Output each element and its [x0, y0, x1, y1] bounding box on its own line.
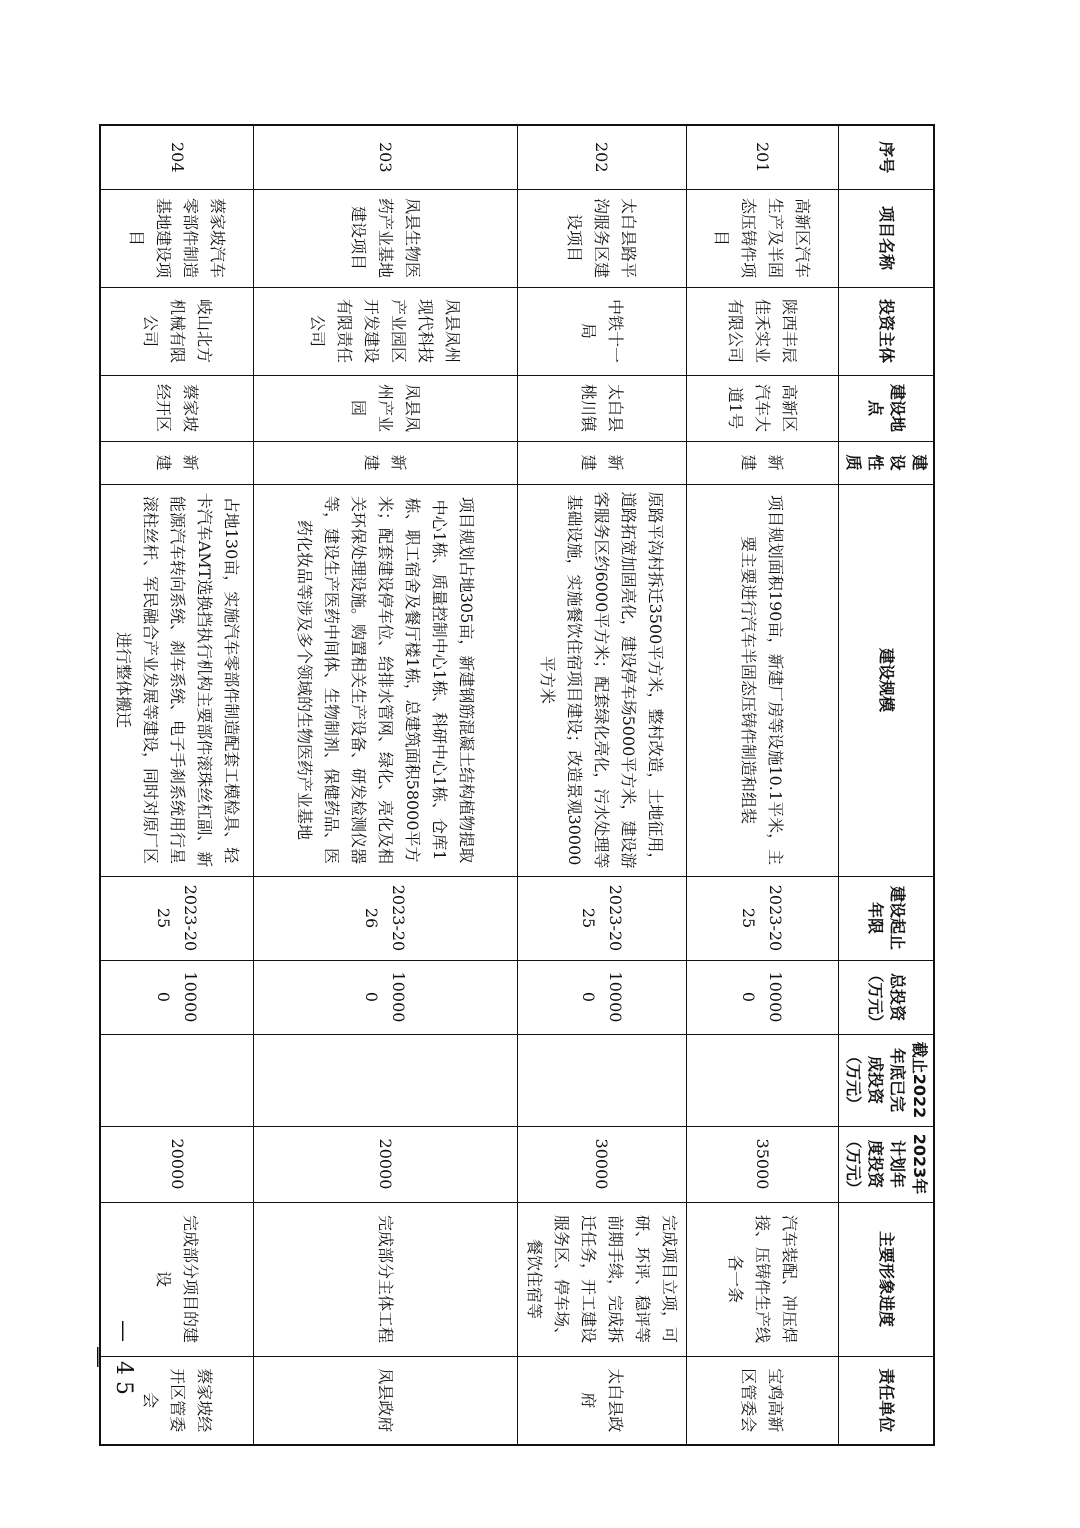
project-table [100, 124, 936, 1446]
header-nature: 建设性质 [839, 441, 935, 484]
header-name: 项目名称 [839, 189, 935, 287]
cell-scale: 占地130亩，实施汽车零部件制造配套工模检具、轻卡汽车AMT选换挡执行机构主要部件滚珠丝杠副、新能源汽车转向系统、刹车系统、电子手刹系统用行星滚柱丝杆、军民融合产业发展等建设，同时对原厂区进行整体搬迁 [101, 484, 254, 876]
header-total: 总投资（万元） [839, 960, 935, 1034]
cell-nature: 新建 [101, 441, 254, 484]
cell-scale: 项目规划占地305亩，新建钢筋混凝土结构植物提取中心1栋、质量控制中心1栋、科研中心1栋、仓库1栋、职工宿舍及餐厅楼1栋，总建筑面积58000平方米；配套建设停车位、给排水管网、绿化、亮化及相关环保处理设施。购置相关生产设备、研发检测仪器等，建设生产医药中间体、生物制剂、保健药品、医药化妆品等涉及多个领域的生物医药产业基地 [254, 484, 518, 876]
header-no: 序号 [839, 125, 935, 189]
cell-investor: 中铁十一局 [518, 287, 687, 375]
table-header-row [839, 125, 935, 1445]
header-location: 建设地点 [839, 375, 935, 441]
cell-no: 203 [254, 125, 518, 189]
cell-location: 凤县凤州产业园 [254, 375, 518, 441]
cell-investor: 岐山北方机械有限公司 [101, 287, 254, 375]
cell-nature: 新建 [254, 441, 518, 484]
cell-progress: 完成部分项目的建设 [101, 1202, 254, 1356]
cell-completed [101, 1034, 254, 1126]
header-period: 建设起止年限 [839, 876, 935, 960]
cell-total: 100000 [518, 960, 687, 1034]
cell-period: 2023-2025 [687, 876, 839, 960]
cell-nature: 新建 [518, 441, 687, 484]
cell-location: 蔡家坡经开区 [101, 375, 254, 441]
cell-total: 100000 [101, 960, 254, 1034]
cell-name: 蔡家坡汽车零部件制造基地建设项目 [101, 189, 254, 287]
cell-scale: 原路平沟村拆迁3500平方米，整村改造，土地征用，道路拓宽加固亮化，建设停车场5000平方米，建设游客服务区约6000平方米；配套绿化亮化，污水处理等基础设施，实施餐饮住宿项目建设；改造景观30000平方米 [518, 484, 687, 876]
cell-unit: 凤县政府 [254, 1356, 518, 1445]
cell-completed [254, 1034, 518, 1126]
cell-completed [518, 1034, 687, 1126]
table-row [254, 125, 518, 1445]
cell-unit: 太白县政府 [518, 1356, 687, 1445]
cell-scale: 项目规划面积190亩，新建厂房等设施10.1平米，主要主要进行汽车半固态压铸件制造和组装 [687, 484, 839, 876]
cell-period: 2023-2026 [254, 876, 518, 960]
cell-plan2023: 35000 [687, 1126, 839, 1202]
cell-nature: 新建 [687, 441, 839, 484]
cell-period: 2023-2025 [101, 876, 254, 960]
page-number: — 45 — [86, 1319, 136, 1401]
cell-name: 太白县路平沟服务区建设项目 [518, 189, 687, 287]
cell-name: 高新区汽车生产及半固态压铸件项目 [687, 189, 839, 287]
cell-no: 201 [687, 125, 839, 189]
cell-total: 100000 [687, 960, 839, 1034]
header-completed: 截止2022年底已完成投资（万元） [839, 1034, 935, 1126]
header-unit: 责任单位 [839, 1356, 935, 1445]
cell-progress: 完成部分主体工程 [254, 1202, 518, 1356]
header-scale: 建设规模 [839, 484, 935, 876]
cell-no: 204 [101, 125, 254, 189]
cell-name: 凤县生物医药产业基地建设项目 [254, 189, 518, 287]
header-progress: 主要形象进度 [839, 1202, 935, 1356]
cell-location: 太白县桃川镇 [518, 375, 687, 441]
cell-progress: 汽车装配、冲压焊接、压铸件生产线各一条 [687, 1202, 839, 1356]
cell-progress: 完成项目立项，可研、环评、稳评等前期手续，完成拆迁任务，开工建设服务区、停车场、餐饮住宿等 [518, 1202, 687, 1356]
cell-unit: 宝鸡高新区管委会 [687, 1356, 839, 1445]
table-row [101, 125, 254, 1445]
cell-plan2023: 30000 [518, 1126, 687, 1202]
cell-unit: 蔡家坡经开区管委会 [101, 1356, 254, 1445]
rotated-table-container [113, 124, 935, 1433]
cell-plan2023: 20000 [101, 1126, 254, 1202]
table-row [687, 125, 839, 1445]
cell-no: 202 [518, 125, 687, 189]
cell-total: 100000 [254, 960, 518, 1034]
cell-completed [687, 1034, 839, 1126]
cell-investor: 凤县凤州现代科技产业园区开发建设有限责任公司 [254, 287, 518, 375]
cell-location: 高新区汽车大道1号 [687, 375, 839, 441]
header-investor: 投资主体 [839, 287, 935, 375]
cell-plan2023: 20000 [254, 1126, 518, 1202]
cell-period: 2023-2025 [518, 876, 687, 960]
cell-investor: 陕西丰辰佳禾实业有限公司 [687, 287, 839, 375]
header-plan2023: 2023年计划年度投资（万元） [839, 1126, 935, 1202]
table-row [518, 125, 687, 1445]
